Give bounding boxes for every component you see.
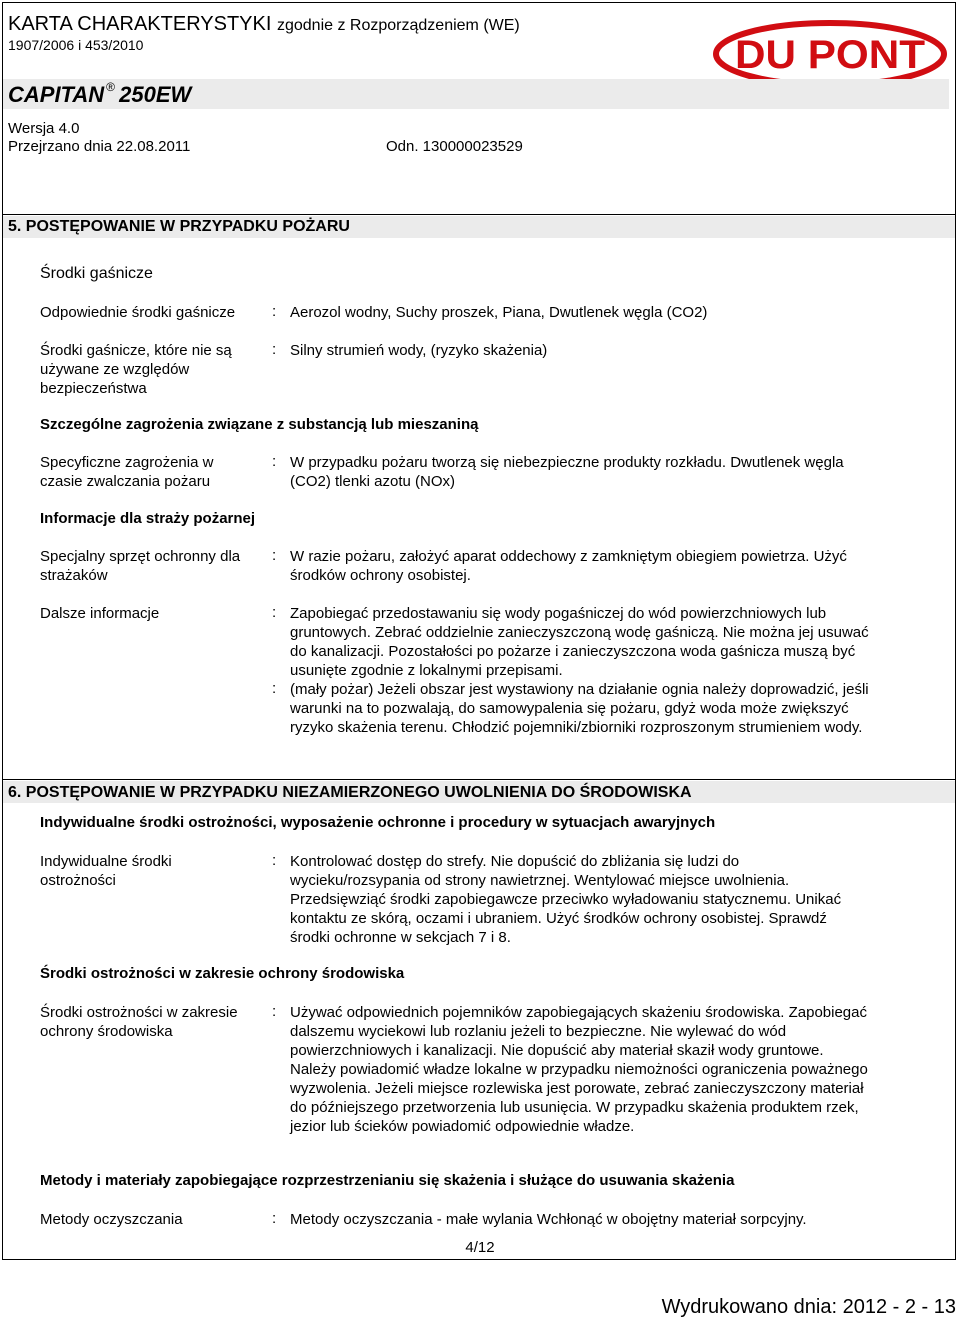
- regulation-number: 1907/2006 i 453/2010: [8, 37, 144, 53]
- personal-precautions-label: Indywidualne środki ostrożności: [40, 853, 172, 889]
- product-name: CAPITAN ® 250EW: [8, 80, 192, 107]
- hazards-heading: Szczególne zagrożenia związane z substancją lub mieszaniną: [40, 416, 479, 433]
- environmental-label: Środki ostrożności w zakresie ochrony środowiska: [40, 1004, 238, 1040]
- dupont-logo: [712, 20, 948, 88]
- specific-hazards-value: W przypadku pożaru tworzą się niebezpieczne produkty rozkładu. Dwutlenek węgla (CO2) tlenki azotu (NOx): [290, 454, 844, 490]
- document-title: KARTA CHARAKTERYSTYKI zgodnie z Rozporządzeniem (WE): [8, 13, 520, 35]
- unsuitable-media-label: Środki gaśnicze, które nie są używane ze względów bezpieczeństwa: [40, 342, 232, 397]
- registered-mark: ®: [106, 80, 115, 94]
- section5-title: 5. POSTĘPOWANIE W PRZYPADKU POŻARU: [8, 218, 350, 235]
- media-heading: Środki gaśnicze: [40, 265, 153, 282]
- colon: :: [272, 1210, 277, 1227]
- svg-text:DU PONT: DU PONT: [735, 33, 925, 77]
- version: Wersja 4.0: [8, 120, 80, 137]
- further-info-label: Dalsze informacje: [40, 605, 160, 622]
- colon: :: [272, 547, 277, 564]
- section6-title: 6. POSTĘPOWANIE W PRZYPADKU NIEZAMIERZONEGO UWOLNIENIA DO ŚRODOWISKA: [8, 784, 692, 801]
- personal-precautions-value: Kontrolować dostęp do strefy. Nie dopuścić do zbliżania się ludzi do wycieku/rozsypania od strony nawietrznej. Wentylować miejsce uwolnienia. Przedsięwziąć środki zapobiegawcze przeciwko wyładowaniu statycznemu. Unikać kontaktu ze skórą, oczami i ubraniem. Użyć środków ochrony osobistej. Sprawdź środki ochronne w sekcjach 7 i 8.: [290, 853, 842, 946]
- revision-date: Przejrzano dnia 22.08.2011: [8, 138, 191, 155]
- page-number: 4/12: [465, 1239, 495, 1256]
- header-divider: [3, 214, 955, 215]
- colon: :: [272, 453, 277, 470]
- reference-number: Odn. 130000023529: [386, 138, 523, 155]
- protective-equipment-value: W razie pożaru, założyć aparat oddechowy z zamkniętym obiegiem powietrza. Użyć środków ochrony osobistej.: [290, 548, 847, 584]
- protective-equipment-label: Specjalny sprzęt ochronny dla strażaków: [40, 548, 241, 584]
- print-date: Wydrukowano dnia: 2012 - 2 - 13: [661, 1296, 956, 1318]
- further-info-value-1: Zapobiegać przedostawaniu się wody pogaśniczej do wód powierzchniowych lub gruntowych. Zebrać oddzielnie zanieczyszczoną wodę gaśniczą. Nie można jej usuwać do kanalizacji. Pozostałości po pożarze i zanieczyszczona woda gaśnicza muszą być usunięte zgodnie z lokalnymi przepisami.: [290, 605, 869, 679]
- colon: :: [272, 303, 277, 320]
- cleaning-methods-value: Metody oczyszczania - małe wylania Wchłonąć w obojętny materiał sorpcyjny.: [290, 1211, 807, 1228]
- suitable-media-label: Odpowiednie środki gaśnicze: [40, 304, 236, 321]
- specific-hazards-label: Specyficzne zagrożenia w czasie zwalczania pożaru: [40, 454, 214, 490]
- cleaning-methods-label: Metody oczyszczania: [40, 1211, 183, 1228]
- unsuitable-media-value: Silny strumień wody, (ryzyko skażenia): [290, 342, 548, 359]
- environmental-value: Używać odpowiednich pojemników zapobiegających skażeniu środowiska. Zapobiegać dalszemu wyciekowi lub rozlaniu jeżeli to bezpieczne. Nie wylewać do wód powierzchniowych i kanalizacji. Nie dopuścić aby materiał skaził wody gruntowe. Należy powiadomić władze lokalne w przypadku niemożności ograniczenia poważnego wyzwolenia. Jeżeli miejsce rozlewiska jest porowate, zebrać zanieczyszczony materiał do późniejszego przetworzenia lub usunięcia. W przypadku skażenia produktem rzek, jezior lub ścieków powiadomić odpowiednie władze.: [290, 1004, 868, 1135]
- environmental-heading: Środki ostrożności w zakresie ochrony środowiska: [40, 965, 405, 982]
- section-divider: [3, 779, 955, 780]
- personal-precautions-heading: Indywidualne środki ostrożności, wyposażenie ochronne i procedury w sytuacjach awaryjnych: [40, 814, 716, 831]
- colon: :: [272, 341, 277, 358]
- colon: :: [272, 852, 277, 869]
- firefighters-heading: Informacje dla straży pożarnej: [40, 510, 256, 527]
- containment-heading: Metody i materiały zapobiegające rozprzestrzenianiu się skażenia i służące do usuwania skażenia: [40, 1172, 735, 1189]
- suitable-media-value: Aerozol wodny, Suchy proszek, Piana, Dwutlenek węgla (CO2): [290, 304, 708, 321]
- colon: :: [272, 604, 277, 621]
- colon: :: [272, 680, 277, 697]
- document-title-suffix: zgodnie z Rozporządzeniem (WE): [276, 17, 520, 34]
- further-info-value-2: (mały pożar) Jeżeli obszar jest wystawiony na działanie ognia należy doprowadzić, jeśli warunki na to pozwalają, do samowypalenia się pożaru, gdyż woda może zwiększyć ryzyko skażenia terenu. Chłodzić pojemniki/zbiorniki rozproszonym strumieniem wody.: [290, 681, 869, 736]
- colon: :: [272, 1003, 277, 1020]
